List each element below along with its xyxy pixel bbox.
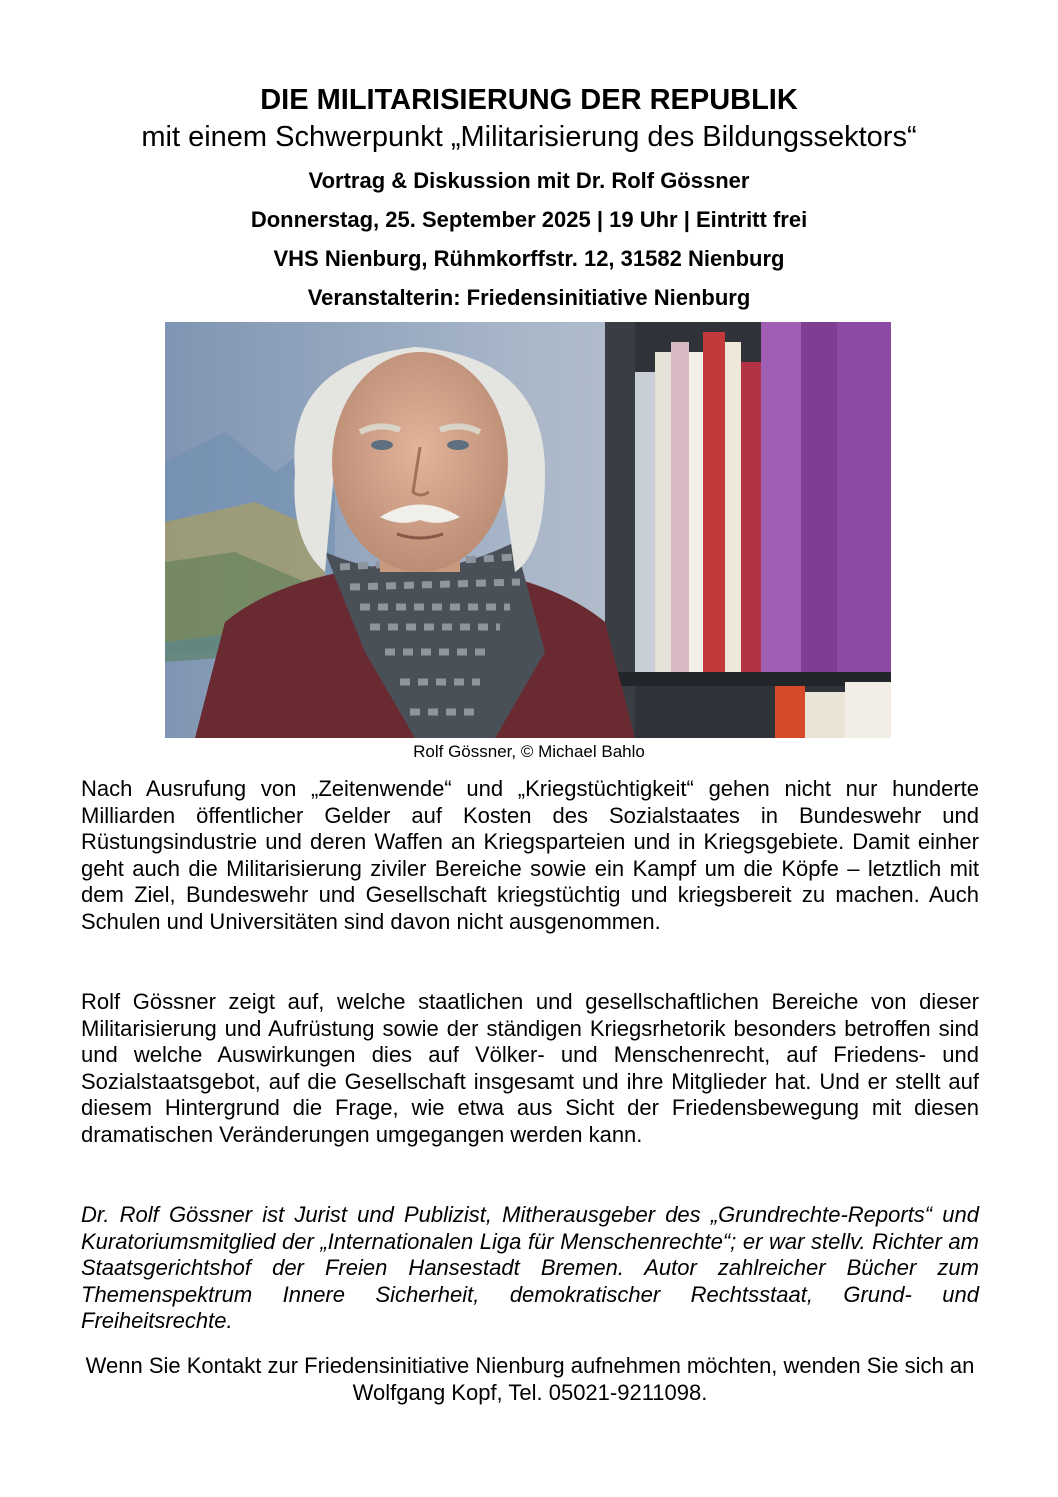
body-paragraph-2: Rolf Gössner zeigt auf, welche staatlichen und gesellschaftlichen Bereiche von dieser Militarisierung und Aufrüstung sowie der ständigen Kriegsrhetorik besonders betroffen sind und welche Auswirkungen dies auf Völker- und Menschenrecht, auf Friedens- und Sozialstaatsgebot, auf die Gesellschaft insgesamt und ihre Mitglieder hat. Und er stellt auf diesem Hintergrund die Frage, wie etwa aus Sicht der Friedensbewegung mit diesen dramatischen Veränderungen umgegangen werden kann. xyxy=(81,989,979,1147)
talk-line: Vortrag & Diskussion mit Dr. Rolf Gössner xyxy=(308,168,750,193)
date-line: Donnerstag, 25. September 2025 | 19 Uhr | Eintritt frei xyxy=(250,207,808,232)
speaker-bio: Dr. Rolf Gössner ist Jurist und Publizist, Mitherausgeber des „Grundrechte-Reports“ und Kuratoriumsmitglied der „Internationalen Liga für Menschenrechte“; er war stellv. Richter am Staatsgerichtshof der Freien Hansestadt Bremen. Autor zahlreicher Bücher zum Themenspektrum Innere Sicherheit, demokratischer Rechtsstaat, Grund- und Freiheitsrechte. xyxy=(81,1202,979,1333)
venue-line: VHS Nienburg, Rühmkorffstr. 12, 31582 Nienburg xyxy=(273,246,785,271)
speaker-photo xyxy=(165,322,891,738)
body-paragraph-1: Nach Ausrufung von „Zeitenwende“ und „Kriegstüchtigkeit“ gehen nicht nur hunderte Milliarden öffentlicher Gelder auf Kosten des Sozialstaates in Bundeswehr und Rüstungsindustrie und deren Waffen an Kriegsparteien und in Kriegsgebiete. Damit einher geht auch die Militarisierung ziviler Bereiche sowie ein Kampf um die Köpfe – letztlich mit dem Ziel, Bundeswehr und Gesellschaft kriegstüchtig und kriegsbereit zu machen. Auch Schulen und Universitäten sind davon nicht ausgenommen. xyxy=(81,776,979,934)
contact-info: Wenn Sie Kontakt zur Friedensinitiative Nienburg aufnehmen möchten, wenden Sie sich an Wolfgang Kopf, Tel. 05021-9211098. xyxy=(85,1353,975,1405)
page-subtitle: mit einem Schwerpunkt „Militarisierung des Bildungssektors“ xyxy=(141,121,917,153)
organizer-line: Veranstalterin: Friedensinitiative Nienburg xyxy=(307,285,751,310)
page-title: DIE MILITARISIERUNG DER REPUBLIK xyxy=(260,84,798,116)
photo-caption: Rolf Gössner, © Michael Bahlo xyxy=(413,742,645,761)
portrait-illustration xyxy=(165,322,891,738)
